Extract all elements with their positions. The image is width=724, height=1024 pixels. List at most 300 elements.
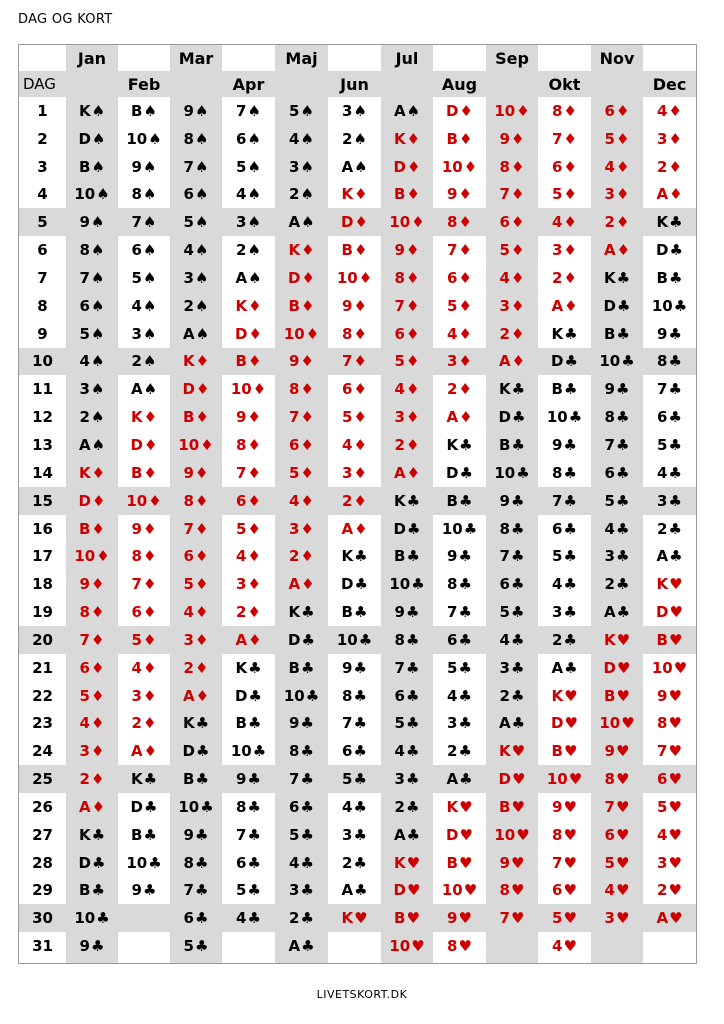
card-rank: D — [446, 825, 459, 844]
diamond-icon: ♦ — [195, 352, 210, 371]
diamond-icon: ♦ — [458, 380, 472, 399]
club-icon: ♣ — [301, 603, 315, 622]
card-cell — [170, 348, 222, 376]
card-cell — [328, 487, 381, 515]
card-rank: A — [498, 352, 511, 371]
card-cell — [591, 320, 643, 348]
card-cell — [328, 654, 381, 682]
club-icon: ♣ — [405, 603, 420, 622]
card-cell — [433, 904, 486, 932]
card-cell — [643, 97, 696, 125]
heart-icon: ♥ — [563, 797, 577, 816]
club-icon: ♣ — [668, 352, 682, 371]
card-rank: 3 — [604, 547, 615, 566]
card-rank: 6 — [289, 435, 300, 454]
card-cell — [66, 765, 118, 793]
card-cell — [643, 264, 696, 292]
card-cell — [433, 292, 486, 320]
card-rank: 3 — [604, 909, 615, 928]
diamond-icon: ♦ — [247, 491, 261, 510]
club-icon: ♣ — [194, 825, 209, 844]
card-cell — [328, 821, 381, 849]
card-cell — [538, 375, 591, 403]
card-rank: 9 — [131, 157, 142, 176]
card-rank: 7 — [499, 547, 510, 566]
card-rank: D — [446, 101, 459, 120]
diamond-icon: ♦ — [142, 658, 157, 677]
diamond-icon: ♦ — [91, 797, 106, 816]
card-rank: 5 — [342, 408, 353, 427]
spade-icon: ♠ — [406, 101, 421, 120]
club-icon: ♣ — [615, 435, 630, 454]
card-rank: 10 — [651, 296, 673, 315]
diamond-icon: ♦ — [195, 408, 209, 427]
club-icon: ♣ — [510, 603, 525, 622]
spade-icon: ♠ — [142, 268, 157, 287]
card-rank: 7 — [499, 909, 510, 928]
card-cell — [328, 904, 381, 932]
card-rank: 8 — [183, 853, 194, 872]
card-cell — [170, 459, 222, 487]
card-cell — [433, 877, 486, 905]
card-rank: 4 — [604, 519, 615, 538]
card-cell — [222, 348, 275, 376]
card-rank: 3 — [289, 881, 300, 900]
card-cell — [328, 181, 381, 209]
card-rank: B — [446, 853, 458, 872]
card-cell — [538, 821, 591, 849]
card-cell — [170, 181, 222, 209]
day-label: 22 — [32, 686, 53, 705]
card-cell — [591, 97, 643, 125]
card-cell — [538, 542, 591, 570]
spade-icon: ♠ — [90, 380, 105, 399]
club-icon: ♣ — [668, 519, 682, 538]
diamond-icon: ♦ — [405, 352, 420, 371]
diamond-icon: ♦ — [142, 547, 157, 566]
card-rank: K — [551, 324, 564, 343]
card-cell — [381, 153, 433, 181]
club-icon: ♣ — [90, 937, 105, 956]
card-rank: A — [130, 380, 143, 399]
card-cell — [433, 181, 486, 209]
card-rank: B — [656, 268, 668, 287]
card-cell — [591, 125, 643, 153]
card-cell — [538, 348, 591, 376]
diamond-icon: ♦ — [90, 686, 105, 705]
card-rank: D — [393, 157, 406, 176]
heart-icon: ♥ — [563, 825, 577, 844]
card-rank: 10 — [126, 853, 148, 872]
month-header-sep: Sep — [495, 48, 529, 68]
footer-url: LIVETSKORT.DK — [316, 988, 408, 1001]
diamond-icon: ♦ — [405, 435, 420, 454]
club-icon: ♣ — [405, 686, 420, 705]
card-rank: 6 — [394, 324, 405, 343]
card-rank: 8 — [499, 519, 510, 538]
club-icon: ♣ — [458, 658, 472, 677]
card-rank: 2 — [394, 797, 405, 816]
diamond-icon: ♦ — [247, 519, 261, 538]
day-label: 28 — [32, 853, 53, 872]
card-cell — [66, 208, 118, 236]
club-icon: ♣ — [195, 770, 209, 789]
card-cell — [486, 431, 538, 459]
club-icon: ♣ — [563, 463, 577, 482]
diamond-icon: ♦ — [194, 463, 209, 482]
card-cell — [328, 542, 381, 570]
heart-icon: ♥ — [568, 770, 583, 789]
card-rank: K — [78, 463, 91, 482]
card-cell — [486, 125, 538, 153]
card-cell — [222, 487, 275, 515]
card-cell — [275, 709, 328, 737]
card-cell — [222, 765, 275, 793]
card-rank: 5 — [289, 825, 300, 844]
club-icon: ♣ — [463, 519, 478, 538]
card-rank: 10 — [178, 435, 200, 454]
card-cell — [66, 320, 118, 348]
card-rank: 10 — [126, 129, 148, 148]
heart-icon: ♥ — [617, 658, 631, 677]
card-rank: 9 — [236, 408, 247, 427]
diamond-icon: ♦ — [405, 408, 420, 427]
card-rank: 10 — [74, 185, 96, 204]
club-icon: ♣ — [615, 575, 630, 594]
heart-icon: ♥ — [406, 909, 420, 928]
spade-icon: ♠ — [247, 213, 261, 232]
diamond-icon: ♦ — [406, 463, 421, 482]
card-cell — [66, 904, 118, 932]
spade-icon: ♠ — [247, 101, 261, 120]
diamond-icon: ♦ — [143, 463, 157, 482]
card-rank: 3 — [183, 268, 194, 287]
club-icon: ♣ — [358, 630, 373, 649]
card-cell — [66, 153, 118, 181]
card-cell — [381, 515, 433, 543]
card-cell — [275, 737, 328, 765]
diamond-icon: ♦ — [353, 435, 367, 454]
card-rank: 4 — [131, 296, 142, 315]
heart-icon: ♥ — [673, 658, 688, 677]
card-cell — [66, 877, 118, 905]
card-cell — [538, 765, 591, 793]
card-rank: 10 — [230, 380, 252, 399]
diamond-icon: ♦ — [458, 185, 472, 204]
card-cell — [381, 125, 433, 153]
card-cell — [328, 431, 381, 459]
card-cell — [486, 153, 538, 181]
card-rank: 3 — [342, 463, 353, 482]
card-cell — [591, 515, 643, 543]
card-rank: 8 — [236, 797, 247, 816]
day-label: 29 — [32, 881, 53, 900]
club-icon: ♣ — [511, 714, 526, 733]
diamond-icon: ♦ — [91, 519, 105, 538]
card-cell — [643, 849, 696, 877]
card-cell — [118, 542, 170, 570]
heart-icon: ♥ — [668, 686, 682, 705]
card-rank: 4 — [499, 268, 510, 287]
card-cell — [591, 375, 643, 403]
diamond-icon: ♦ — [247, 575, 261, 594]
club-icon: ♣ — [143, 770, 158, 789]
heart-icon: ♥ — [463, 881, 478, 900]
card-rank: B — [131, 825, 143, 844]
diamond-icon: ♦ — [563, 157, 577, 176]
card-cell — [170, 236, 222, 264]
heart-icon: ♥ — [516, 825, 530, 844]
diamond-icon: ♦ — [458, 324, 472, 343]
card-cell — [170, 793, 222, 821]
card-rank: 7 — [657, 380, 668, 399]
card-rank: B — [183, 408, 195, 427]
card-cell — [328, 403, 381, 431]
card-rank: 5 — [183, 575, 194, 594]
heart-icon: ♥ — [407, 881, 421, 900]
card-rank: D — [656, 241, 669, 260]
card-cell — [643, 431, 696, 459]
card-cell — [538, 320, 591, 348]
diamond-icon: ♦ — [406, 185, 420, 204]
card-rank: 10 — [74, 547, 96, 566]
card-cell — [118, 153, 170, 181]
day-label: 1 — [37, 101, 48, 120]
card-cell — [170, 375, 222, 403]
club-icon: ♣ — [405, 714, 420, 733]
diamond-icon: ♦ — [305, 324, 320, 343]
card-rank: D — [498, 770, 511, 789]
diamond-icon: ♦ — [668, 157, 682, 176]
diamond-icon: ♦ — [510, 213, 525, 232]
card-cell — [486, 515, 538, 543]
card-cell — [170, 821, 222, 849]
card-cell — [538, 125, 591, 153]
club-icon: ♣ — [615, 380, 630, 399]
club-icon: ♣ — [621, 352, 635, 371]
card-cell — [643, 654, 696, 682]
club-icon: ♣ — [144, 797, 158, 816]
card-rank: K — [393, 853, 406, 872]
card-rank: 2 — [657, 519, 668, 538]
card-rank: 9 — [236, 770, 247, 789]
card-cell — [381, 737, 433, 765]
card-rank: B — [288, 296, 300, 315]
day-label: 26 — [32, 797, 53, 816]
club-icon: ♣ — [510, 575, 525, 594]
diamond-icon: ♦ — [300, 491, 314, 510]
card-rank: K — [656, 213, 669, 232]
diamond-icon: ♦ — [353, 352, 367, 371]
card-cell — [66, 570, 118, 598]
spade-icon: ♠ — [148, 129, 162, 148]
card-rank: 8 — [131, 547, 142, 566]
card-rank: A — [551, 296, 564, 315]
card-rank: K — [393, 491, 406, 510]
card-rank: 9 — [447, 909, 458, 928]
card-rank: D — [341, 575, 354, 594]
card-rank: 3 — [236, 575, 247, 594]
card-cell — [433, 542, 486, 570]
month-header-jun: Jun — [340, 74, 369, 94]
card-cell — [328, 793, 381, 821]
card-rank: 4 — [604, 881, 615, 900]
club-icon: ♣ — [459, 463, 473, 482]
club-icon: ♣ — [300, 881, 314, 900]
club-icon: ♣ — [458, 603, 472, 622]
card-rank: 9 — [342, 658, 353, 677]
card-cell — [66, 821, 118, 849]
club-icon: ♣ — [406, 547, 420, 566]
card-rank: A — [656, 909, 669, 928]
diamond-icon: ♦ — [463, 157, 478, 176]
card-rank: 5 — [342, 770, 353, 789]
spade-icon: ♠ — [300, 129, 314, 148]
card-rank: 10 — [336, 630, 358, 649]
card-cell — [538, 737, 591, 765]
spade-icon: ♠ — [300, 157, 314, 176]
day-label: 8 — [37, 296, 48, 315]
club-icon: ♣ — [248, 686, 262, 705]
card-rank: 2 — [183, 658, 194, 677]
club-icon: ♣ — [300, 797, 314, 816]
card-rank: 10 — [599, 714, 621, 733]
card-rank: 6 — [289, 797, 300, 816]
diamond-icon: ♦ — [200, 435, 214, 454]
card-cell — [275, 375, 328, 403]
card-rank: 10 — [546, 408, 568, 427]
card-cell — [591, 793, 643, 821]
card-rank: 9 — [447, 547, 458, 566]
card-cell — [66, 97, 118, 125]
card-rank: 8 — [604, 408, 615, 427]
card-rank: 4 — [289, 491, 300, 510]
diamond-icon: ♦ — [252, 380, 267, 399]
card-cell — [222, 125, 275, 153]
card-cell — [170, 849, 222, 877]
month-header-feb: Feb — [127, 74, 161, 94]
card-rank: 9 — [289, 714, 300, 733]
card-rank: 7 — [447, 603, 458, 622]
card-cell — [275, 626, 328, 654]
card-cell — [486, 682, 538, 710]
card-cell — [275, 654, 328, 682]
card-rank: 3 — [131, 686, 142, 705]
diamond-icon: ♦ — [247, 408, 261, 427]
heart-icon: ♥ — [510, 881, 525, 900]
card-rank: D — [603, 296, 616, 315]
card-rank: D — [498, 408, 511, 427]
card-cell — [66, 654, 118, 682]
heart-icon: ♥ — [459, 797, 473, 816]
card-cell — [170, 264, 222, 292]
card-cell — [486, 626, 538, 654]
card-cell — [538, 932, 591, 960]
diamond-icon: ♦ — [563, 241, 577, 260]
card-rank: 10 — [126, 491, 148, 510]
card-rank: 8 — [289, 380, 300, 399]
card-rank: D — [288, 268, 301, 287]
heart-icon: ♥ — [668, 742, 682, 761]
diamond-icon: ♦ — [90, 714, 105, 733]
card-rank: 3 — [289, 519, 300, 538]
card-rank: K — [78, 101, 91, 120]
card-rank: 9 — [183, 101, 194, 120]
spade-icon: ♠ — [90, 213, 105, 232]
card-cell — [591, 542, 643, 570]
card-cell — [275, 264, 328, 292]
card-cell — [222, 459, 275, 487]
club-icon: ♣ — [142, 881, 157, 900]
card-rank: 6 — [79, 658, 90, 677]
diamond-icon: ♦ — [143, 408, 158, 427]
card-cell — [170, 904, 222, 932]
card-rank: 4 — [289, 129, 300, 148]
diamond-icon: ♦ — [90, 603, 105, 622]
card-rank: 4 — [394, 742, 405, 761]
card-rank: 9 — [394, 603, 405, 622]
card-rank: 5 — [236, 881, 247, 900]
diamond-icon: ♦ — [143, 742, 158, 761]
month-header-mar: Mar — [178, 48, 214, 68]
card-rank: B — [551, 380, 563, 399]
card-cell — [486, 320, 538, 348]
card-rank: B — [604, 686, 616, 705]
card-rank: 5 — [552, 909, 563, 928]
club-icon: ♣ — [668, 491, 682, 510]
card-rank: 7 — [552, 129, 563, 148]
card-cell — [591, 877, 643, 905]
card-rank: K — [130, 408, 143, 427]
card-cell — [222, 542, 275, 570]
card-cell — [486, 598, 538, 626]
card-rank: 4 — [183, 241, 194, 260]
day-label: 24 — [32, 742, 53, 761]
card-rank: B — [394, 909, 406, 928]
day-label: 14 — [32, 463, 53, 482]
card-rank: 8 — [499, 157, 510, 176]
card-rank: 3 — [447, 352, 458, 371]
card-rank: 6 — [79, 296, 90, 315]
card-rank: 9 — [552, 435, 563, 454]
card-rank: 6 — [657, 770, 668, 789]
diamond-icon: ♦ — [195, 686, 210, 705]
card-rank: 5 — [604, 491, 615, 510]
card-cell — [643, 626, 696, 654]
club-icon: ♣ — [247, 825, 261, 844]
club-icon: ♣ — [616, 324, 630, 343]
club-icon: ♣ — [353, 853, 367, 872]
card-cell — [538, 459, 591, 487]
diamond-icon: ♦ — [510, 129, 525, 148]
card-rank: 8 — [657, 714, 668, 733]
card-rank: 2 — [499, 686, 510, 705]
club-icon: ♣ — [616, 268, 631, 287]
club-icon: ♣ — [563, 435, 577, 454]
card-rank: 4 — [236, 909, 247, 928]
card-rank: 5 — [552, 547, 563, 566]
card-rank: K — [603, 268, 616, 287]
spade-icon: ♠ — [194, 157, 209, 176]
club-icon: ♣ — [353, 658, 367, 677]
card-cell — [643, 737, 696, 765]
card-cell — [486, 208, 538, 236]
card-cell — [275, 208, 328, 236]
card-cell — [643, 403, 696, 431]
card-rank: 2 — [394, 435, 405, 454]
card-cell — [381, 264, 433, 292]
card-rank: 7 — [79, 630, 90, 649]
